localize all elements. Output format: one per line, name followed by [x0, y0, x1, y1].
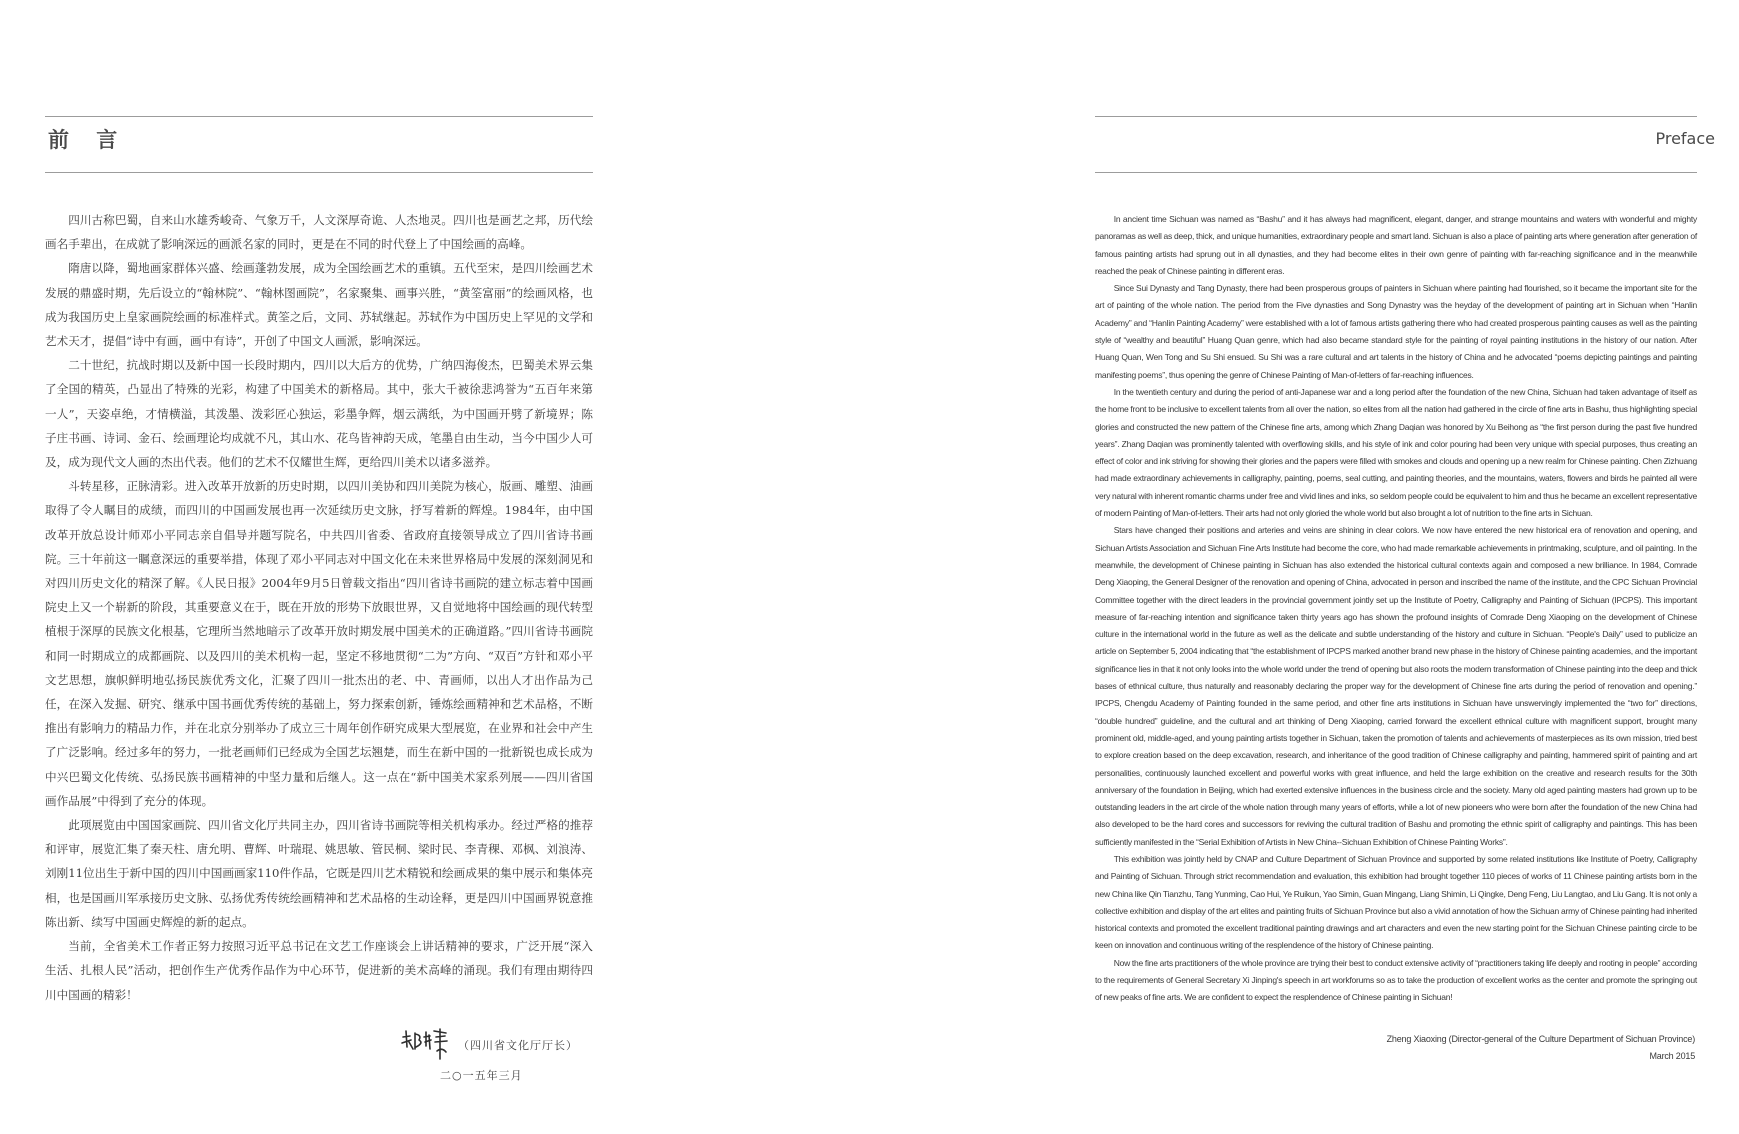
zh-paragraph: 隋唐以降，蜀地画家群体兴盛、绘画蓬勃发展，成为全国绘画艺术的重镇。五代至宋，是四川绘画艺术发展的鼎盛时期，先后设立的“翰林院”、“翰林图画院”，名家聚集、画事兴胜，“黄筌富丽”的绘画风格，也成为我国历史上皇家画院绘画的标准样式。黄筌之后，文同、苏轼继起。苏轼作为中国历史上罕见的文学和艺术天才，提倡“诗中有画，画中有诗”，开创了中国文人画派，影响深远。 [45, 261, 593, 349]
signature-block-zh [400, 1025, 620, 1065]
en-paragraph: In ancient time Sichuan was named as “Bashu” and it has always had magnificent, elegant, danger, and strange mountains and waters with wonderful and mighty panoramas as well as deep, thick, and unique humanities, extraordinary people and smart land. Sichuan is also a place of painting arts where generation after generation of famous painting artists had sprung out in all dynasties, and they had become elites in their own genre of painting with far-reaching significance and in the meanwhile reached the peak of Chinese painting in different eras. [1095, 214, 1697, 276]
date-en: March 2015 [1649, 1051, 1695, 1061]
left-bottom-rule [45, 172, 593, 173]
signature-en: Zheng Xiaoxing (Director-general of the Culture Department of Sichuan Province) [1386, 1034, 1695, 1044]
zh-paragraph: 当前，全省美术工作者正努力按照习近平总书记在文艺工作座谈会上讲话精神的要求，广泛开展“深入生活、扎根人民”活动，把创作生产优秀作品作为中心环节，促进新的美术高峰的涌现。我们有理由期待四川中国画的精彩！ [45, 939, 593, 1002]
page-title-en: Preface [1655, 129, 1715, 148]
en-paragraph: Since Sui Dynasty and Tang Dynasty, there had been prosperous groups of painters in Sichuan where painting had flourished, so it became the important site for the art of painting of the whole nation. The period from the Five dynasties and Song Dynastry was the heyday of the development of painting art in Sichuan when “Hanlin Academy” and “Hanlin Painting Academy” were established with a lot of famous artists gathering there who had created prosperous painting causes as well as the painting style of “wealthy and beautiful” Huang Quan genre, which had also became standard style for the painting of royal painting institutions in the history of our nation. After Huang Quan, Wen Tong and Su Shi ensued. Su Shi was a rare cultural and art talents in the history of China and he advocated “poems depicting paintings and painting manifesting poems”, thus opening the genre of Chinese Painting of Man-of-letters of far-reaching influences. [1095, 283, 1697, 380]
handwritten-signature-icon [400, 1025, 456, 1065]
page-title-zh: 前 言 [48, 128, 128, 152]
zh-paragraph: 四川古称巴蜀，自来山水雄秀峻奇、气象万千，人文深厚奇诡、人杰地灵。四川也是画艺之邦，历代绘画名手辈出，在成就了影响深远的画派名家的同时，更是在不同的时代登上了中国绘画的高峰。 [45, 213, 593, 252]
left-top-rule [45, 116, 593, 117]
preface-body-zh [45, 208, 593, 1007]
signature-block-en [1387, 1031, 1695, 1065]
date-zh: 二○一五年三月 [440, 1069, 523, 1082]
en-paragraph: Now the fine arts practitioners of the whole province are trying their best to conduct extensive activity of “practitioners taking life deeply and rooting in people” according to the requirements of General Secretary Xi Jinping's speech in art workforums so as to take the production of excellent works as the center and promote the springing out of new peaks of fine arts. We are confident to expect the resplendence of Chinese painting in Sichuan! [1095, 957, 1697, 1003]
en-paragraph: In the twentieth century and during the period of anti-Japanese war and a long period after the foundation of the new China, Sichuan had taken advantage of itself as the home front to be inclusive to excellent talents from all over the nation, so elites from all the nation had gathered in the circle of fine arts in Bashu, thus highlighting special glories and constructed the new pattern of the Chinese fine arts, among which Zhang Daqian was honored by Xu Beihong as “the first person during the past five hundred years”. Zhang Daqian was prominently talented with overflowing skills, and his style of ink and color pouring had been very unique with special purposes, thus creating an effect of color and ink striving for showing their glories and the papers were filled with smokes and clouds and opening up a new realm for Chinese painting. Chen Zizhuang had made extraordinary achievements in calligraphy, painting, poems, seal cutting, and painting theories, and the mountains, waters, flowers and birds he painted all were very natural with inherent romantic charms under free and vivid lines and inks, so seldom people could be equivalent to him and thus he became an excellent representative of modern Painting of Man-of-letters. Their arts had not only gloried the whole world but also brought a lot of nutrition to the fine arts in Sichuan. [1095, 386, 1697, 519]
zh-paragraph: 斗转星移，正脉清彩。进入改革开放新的历史时期，以四川美协和四川美院为核心，版画、雕塑、油画取得了令人瞩目的成绩，而四川的中国画发展也再一次延续历史文脉，抒写着新的辉煌。1984年，由中国改革开放总设计师邓小平同志亲自倡导并题写院名，中共四川省委、省政府直接领导成立了四川省诗书画院。三十年前这一瞩意深远的重要举措，体现了邓小平同志对中国文化在未来世界格局中发展的深刻洞见和对四川历史文化的精深了解。《人民日报》2004年9月5日曾载文指出“四川省诗书画院的建立标志着中国画院史上又一个崭新的阶段，其重要意义在于，既在开放的形势下放眼世界，又自觉地将中国绘画的现代转型植根于深厚的民族文化根基，它理所当然地暗示了改革开放时期发展中国美术的正确道路。”四川省诗书画院和同一时期成立的成都画院、以及四川的美术机构一起，坚定不移地贯彻“二为”方向、“双百”方针和邓小平文艺思想，旗帜鲜明地弘扬民族优秀文化，汇聚了四川一批杰出的老、中、青画师，以出人才出作品为己任，在深入发掘、研究、继承中国书画优秀传统的基础上，努力探索创新，锤炼绘画精神和艺术品格，不断推出有影响力的精品力作，并在北京分别举办了成立三十周年创作研究成果大型展览，在业界和社会中产生了广泛影响。经过多年的努力，一批老画师们已经成为全国艺坛翘楚，而生在新中国的一批新锐也成长成为中兴巴蜀文化传统、弘扬民族书画精神的中坚力量和后继人。这一点在“新中国美术家系列展——四川省国画作品展”中得到了充分的体现。 [45, 479, 593, 808]
zh-paragraph: 此项展览由中国国家画院、四川省文化厅共同主办，四川省诗书画院等相关机构承办。经过严格的推荐和评审，展览汇集了秦天柱、唐允明、曹辉、叶瑞琨、姚思敏、管民桐、梁时民、李青稞、邓枫、刘浪涛、刘刚11位出生于新中国的四川中国画画家110件作品，它既是四川艺术精锐和绘画成果的集中展示和集体亮相，也是国画川军承接历史文脉、弘扬优秀传统绘画精神和艺术品格的生动诠释，更是四川中国画界锐意推陈出新、续写中国画史辉煌的新的起点。 [45, 818, 593, 929]
zh-paragraph: 二十世纪，抗战时期以及新中国一长段时期内，四川以大后方的优势，广纳四海俊杰，巴蜀美术界云集了全国的精英，凸显出了特殊的光彩，构建了中国美术的新格局。其中，张大千被徐悲鸿誉为“五百年来第一人”，天姿卓绝，才情横溢，其泼墨、泼彩匠心独运，彩墨争辉，烟云满纸，为中国画开劈了新境界；陈子庄书画、诗词、金石、绘画理论均成就不凡，其山水、花鸟皆神韵天成，笔墨自由生动，当今中国少人可及，成为现代文人画的杰出代表。他们的艺术不仅耀世生辉，更给四川美术以诸多滋养。 [45, 358, 593, 470]
right-top-rule [1095, 116, 1697, 117]
right-bottom-rule [1095, 172, 1697, 173]
en-paragraph: Stars have changed their positions and arteries and veins are shining in clear colors. We now have entered the new historical era of renovation and opening, and Sichuan Artists Association and Sichuan Fine Arts Institute had become the core, who had made remarkable achievements in printmaking, sculpture, and oil painting. In the meanwhile, the development of Chinese painting in Sichuan has also extended the historical cultural contexts again and composed a new brilliance. In 1984, Comrade Deng Xiaoping, the General Designer of the renovation and opening of China, advocated in person and inscribed the name of the institute, and the CPC Sichuan Provincial Committee together with the direct leaders in the provincial government jointly set up the Institute of Poetry, Calligraphy and Painting of Sichuan (IPCPS). This important measure of far-reaching intention and significance taken thirty years ago has shown the profound insights of Comrade Deng Xiaoping on the development of Chinese culture in the international world in the future as well as the delicate and subtle understanding of the history and culture in Sichuan. “People's Daily” used to publicize an article on September 5, 2004 indicating that “the establishment of IPCPS marked another brand new phase in the history of Chinese painting academies, and the important significance lies in that it not only looks into the whole world under the trend of opening but also roots the modern transformation of Chinese painting into the deep and thick bases of ethnical culture, thus naturally and reasonably declaring the proper way for the development of Chinese fine arts during the period of renovation and opening.” IPCPS, Chengdu Academy of Painting founded in the same period, and other fine arts institutions in Sichuan have unswervingly implemented the “two for” directions, “double hundred” guideline, and the cultural and art thinking of Deng Xiaoping, carried forward the excellent ethnical culture with magnificent support, brought many prominent old, middle-aged, and young painting artists together in Sichuan, taken the promotion of talents and achievements of masterpieces as its own mission, tried best to explore creation based on the deep excavation, research, and inheritance of the good tradition of Chinese calligraphy and painting, hammered spirit of painting and art personalities, continuously launched excellent and powerful works with great influence, and held the large exhibition on the creative and research results for the 30th anniversary of the foundation in Beijing, which had exerted extensive influences in the business circle and the society. Many old aged painting masters had grown up to be outstanding leaders in the art circle of the whole nation through many years of efforts, while a lot of new pioneers who were born after the foundation of the new China had also developed to be the hard cores and successors for reviving the cultural tradition of Bashu and promoting the ethnic spirit of calligraphy and paintings. This has been sufficiently manifested in the “Serial Exhibition of Artists in New China--Sichuan Exhibition of Chinese Painting Works”. [1095, 525, 1697, 847]
signature-title-zh: （四川省文化厅厅长） [458, 1039, 578, 1052]
preface-body-en [1095, 211, 1697, 1007]
en-paragraph: This exhibition was jointly held by CNAP and Culture Department of Sichuan Province and supported by some related institutions like Institute of Poetry, Calligraphy and Painting of Sichuan. Through strict recommendation and evaluation, this exhibition had brought together 110 pieces of works of 11 Chinese painting artists born in the new China like Qin Tianzhu, Tang Yunming, Cao Hui, Ye Ruikun, Yao Simin, Guan Mingang, Liang Shimin, Li Qingke, Deng Feng, Liu Langtao, and Liu Gang. It is not only a collective exhibition and display of the art elites and painting fruits of Sichuan Province but also a vivid annotation of how the Sichuan army of Chinese painting had inherited historical contexts and promoted the excellent traditional painting drawings and art characters and even the new starting point for the Sichuan Chinese painting circle to be keen on innovation and continuous writing of the resplendence of the history of Chinese painting. [1095, 853, 1697, 951]
